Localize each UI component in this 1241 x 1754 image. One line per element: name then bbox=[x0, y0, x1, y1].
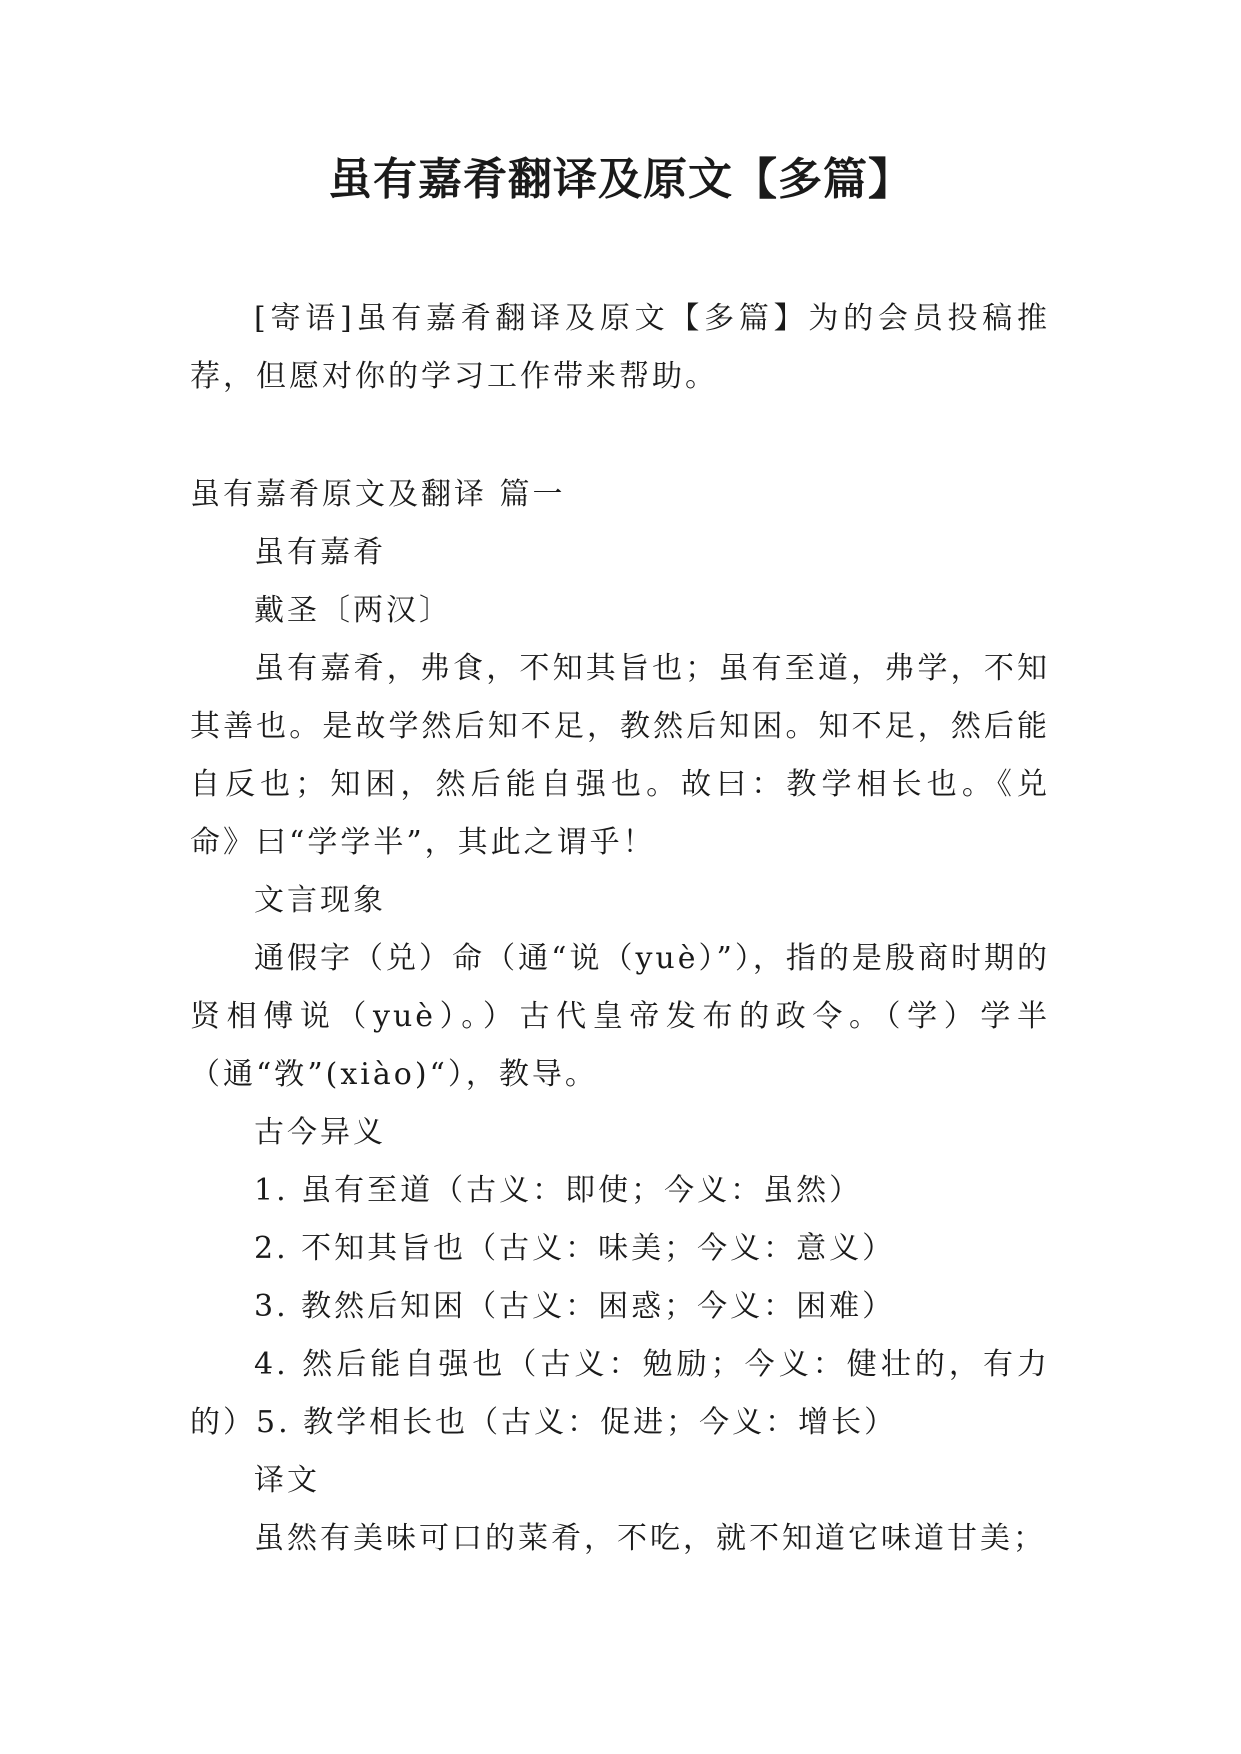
list-item: 4. 然后能自强也（古义：勉励；今义：健壮的，有力的）5. 教学相长也（古义：促进；今义：增长） bbox=[190, 1347, 1050, 1440]
intro-paragraph: [寄语]虽有嘉肴翻译及原文【多篇】为的会员投稿推荐，但愿对你的学习工作带来帮助。 bbox=[190, 301, 1050, 394]
list-item: 1. 虽有至道（古义：即使；今义：虽然） bbox=[254, 1173, 863, 1208]
poem-author: 戴圣〔两汉〕 bbox=[254, 593, 452, 628]
subheading-translation: 译文 bbox=[254, 1463, 320, 1498]
subheading-ancient-modern-meanings: 古今异义 bbox=[254, 1115, 386, 1150]
translation-paragraph: 虽然有美味可口的菜肴，不吃，就不知道它味道甘美； bbox=[254, 1521, 1046, 1556]
original-text-paragraph: 虽有嘉肴，弗食，不知其旨也；虽有至道，弗学，不知其善也。是故学然后知不足，教然后知困。知不足，然后能自反也；知困，然后能自强也。故曰：教学相长也。《兑命》曰“学学半”，其此之谓乎！ bbox=[190, 651, 1050, 860]
document-body bbox=[190, 290, 1050, 1568]
subheading-classical-phenomena: 文言现象 bbox=[254, 883, 386, 918]
list-item: 3. 教然后知困（古义：困惑；今义：困难） bbox=[254, 1289, 896, 1324]
section-heading: 虽有嘉肴原文及翻译 篇一 bbox=[190, 477, 566, 512]
document-title: 虽有嘉肴翻译及原文【多篇】 bbox=[328, 154, 913, 205]
interchangeable-characters-paragraph: 通假字（兑）命（通“说（yuè）”），指的是殷商时期的贤相傅说（yuè）。）古代皇帝发布的政令。（学）学半（通“敩”(xiào)“），教导。 bbox=[190, 941, 1050, 1092]
poem-title: 虽有嘉肴 bbox=[254, 535, 386, 570]
list-item: 2. 不知其旨也（古义：味美；今义：意义） bbox=[254, 1231, 896, 1266]
